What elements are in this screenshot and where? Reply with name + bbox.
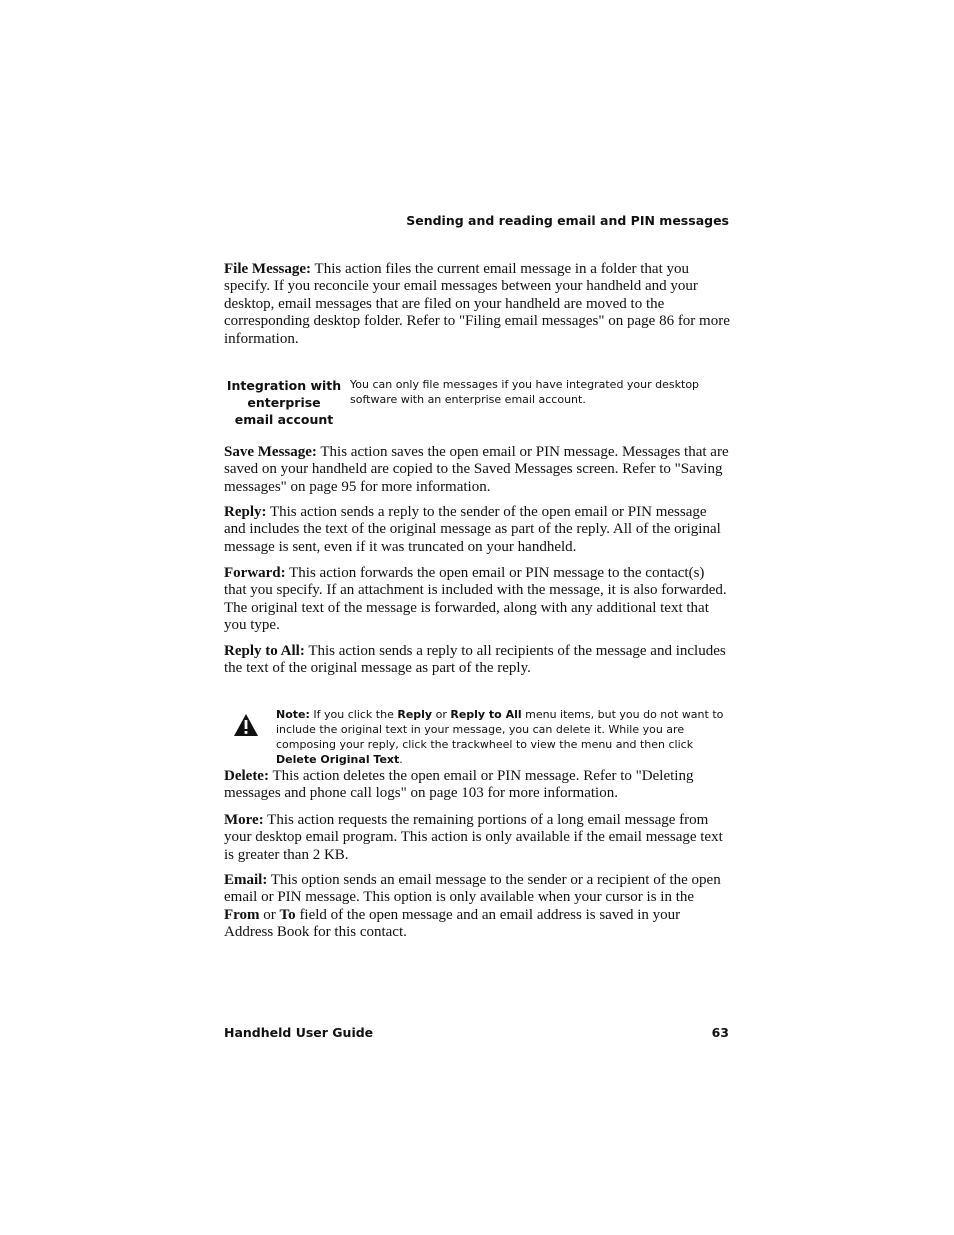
email-bold-from: From — [224, 906, 260, 923]
email-paragraph — [224, 872, 730, 942]
term-reply: Reply: — [224, 504, 267, 520]
text-delete: This action deletes the open email or PIN message. Refer to "Deleting messages and phone call logs" on page 103 for more information. — [224, 768, 694, 802]
email-bold-to: To — [279, 906, 296, 923]
term-save-message: Save Message: — [224, 444, 317, 460]
running-head: Sending and reading email and PIN messages — [406, 213, 729, 228]
note-part-1: If you click the — [309, 708, 398, 721]
email-part-2: or — [259, 906, 280, 923]
term-reply-all: Reply to All: — [224, 643, 305, 659]
text-forward: This action forwards the open email or PIN message to the contact(s) that you specify. If an attachment is included with the message, it is also forwarded. The original text of the message is forwarded, along with any additional text that you type. — [224, 565, 727, 634]
email-part-3: field of the open message and an email address is saved in your Address Book for this contact. — [224, 906, 681, 941]
text-reply: This action sends a reply to the sender of the open email or PIN message and includes the text of the original message as part of the reply. All of the original message is sent, even if it was truncated on your handheld. — [224, 504, 721, 555]
note-part-2: or — [432, 708, 451, 721]
file-message-paragraph — [224, 261, 730, 348]
text-file-message: This action files the current email message in a folder that you specify. If you reconcile your email messages between your handheld and your desktop, email messages that are filed on your handheld are moved to the corresponding desktop folder. Refer to "Filing email messages" on page 86 for more information. — [224, 261, 730, 347]
note-label: Note: — [276, 708, 310, 721]
sidebar-text: You can only file messages if you have integrated your desktop software with an enterprise email account. — [350, 378, 700, 406]
note-part-4: . — [399, 753, 403, 766]
note-part-3: menu items, but you do not want to include the original text in your message, you can delete it. While you are composing your reply, click the trackwheel to view the menu and then click — [276, 708, 724, 751]
email-part-1: This option sends an email message to the sender or a recipient of the open email or PIN message. This option is only available when your cursor is in the — [224, 872, 721, 906]
warning-icon — [233, 713, 259, 737]
footer-title: Handheld User Guide — [224, 1025, 374, 1040]
reply-paragraph — [224, 504, 730, 556]
note-bold-reply: Reply — [397, 708, 433, 721]
text-more: This action requests the remaining portions of a long email message from your desktop email program. This action is only available if the email message text is greater than 2 KB. — [224, 812, 723, 863]
term-file-message: File Message: — [224, 261, 312, 277]
text-save-message: This action saves the open email or PIN message. Messages that are saved on your handheld are copied to the Saved Messages screen. Refer to "Saving messages" on page 95 for more information. — [224, 444, 729, 495]
term-email: Email: — [224, 872, 268, 888]
delete-paragraph — [224, 768, 730, 803]
note-text — [276, 707, 734, 767]
note-bold-delete-original: Delete Original Text — [276, 753, 400, 766]
forward-paragraph — [224, 565, 730, 635]
text-reply-all: This action sends a reply to all recipients of the message and includes the text of the original message as part of the reply. — [224, 643, 726, 677]
sidebar-heading: Integration with enterprise email account — [226, 378, 342, 427]
page-number: 63 — [711, 1025, 729, 1040]
more-paragraph — [224, 812, 730, 864]
term-delete: Delete: — [224, 768, 269, 784]
term-more: More: — [224, 812, 264, 828]
reply-all-paragraph — [224, 643, 730, 678]
save-message-paragraph — [224, 444, 730, 496]
term-forward: Forward: — [224, 565, 286, 581]
note-bold-reply-all: Reply to All — [450, 708, 522, 721]
